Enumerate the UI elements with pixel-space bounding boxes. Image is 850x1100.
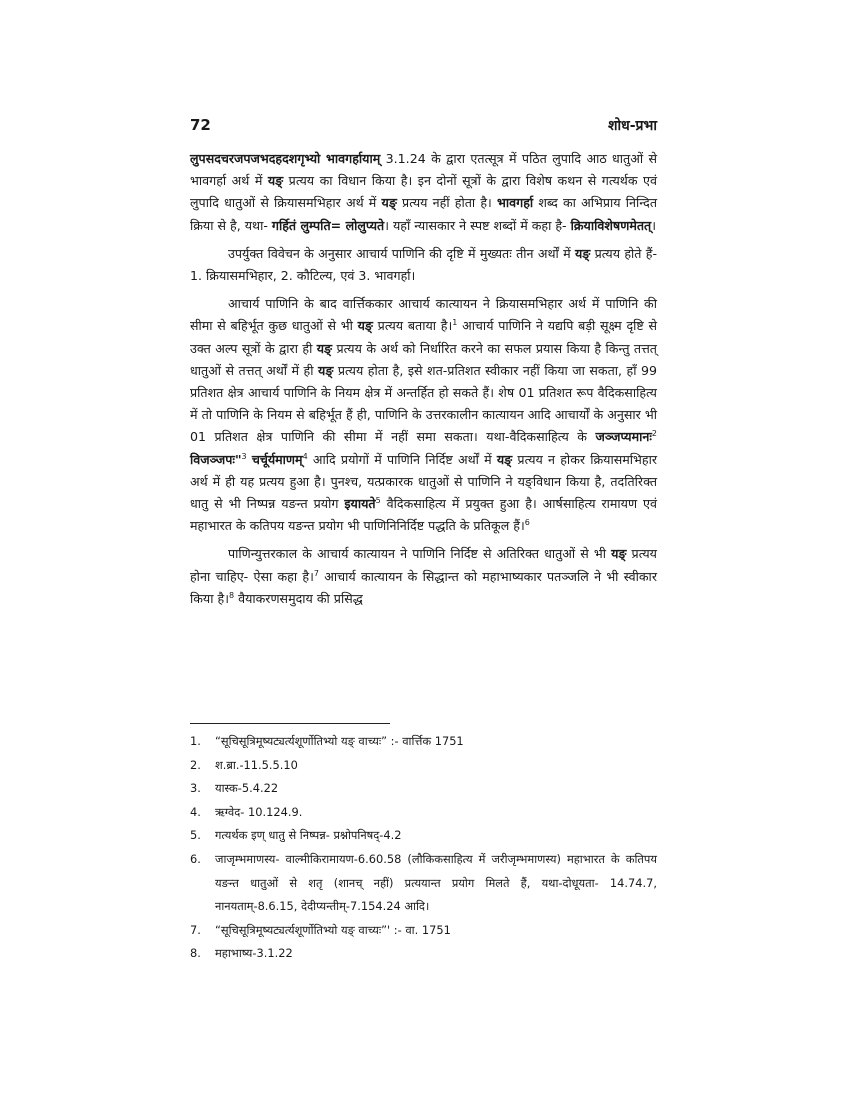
- footnote-item: [190, 754, 657, 778]
- footnote-item: [190, 730, 657, 754]
- footnote-item: [190, 777, 657, 801]
- text-run: प्रत्यय न होकर क्रियासमभिहार अर्थ में ही यह प्रत्यय हुआ है। पुनश्च, यत्प्रकारक धातुओं से पाणिनि ने यङ्विधान किया है, तदतिरिक्त धातु से भी निष्पन्न यङन्त प्रयोग: [190, 451, 657, 512]
- text-run: पाणिन्युत्तरकाल के आचार्य कात्यायन ने पाणिनि निर्दिष्ट से अतिरिक्त धातुओं से भी: [228, 546, 612, 562]
- bold-term: चर्चूर्यमाणम्: [251, 451, 303, 467]
- bold-term: विजञ्जपः": [190, 451, 242, 467]
- footnote-ref: 8: [228, 590, 235, 600]
- text-run: प्रत्यय होता है, इसे शत-प्रतिशत स्वीकार नहीं किया जा सकता, हाँ 99 प्रतिशत क्षेत्र आचार्य पाणिनि के नियम क्षेत्र में अन्तर्हित हो सकते हैं। शेष 01 प्रतिशत रूप वैदिकसाहित्य में तो पाणिनि के नियम से बहिर्भूत हैं ही, पाणिनि के उत्तरकालीन कात्यायन आदि आचार्यों के अनुसार भी 01 प्रतिशत क्षेत्र पाणिनि की सीमा में नहीं समा सकता। यथा-वैदिकसाहित्य के: [190, 362, 658, 445]
- footnote-text: यास्क-5.4.22: [215, 781, 279, 796]
- text-run: 3.1.24 के द्वारा एतत्सूत्र में पठित लुपादि आठ धातुओं से भावगर्हा अर्थ में: [190, 151, 657, 189]
- text-run: आचार्य कात्यायन के सिद्धान्त को महाभाष्यकार पतञ्जलि ने भी स्वीकार किया है।: [190, 568, 657, 606]
- text-run: प्रत्यय होना चाहिए- ऐसा कहा है।: [190, 546, 657, 584]
- bold-term: गर्हितं लुम्पति= लोलुप्यते: [271, 217, 385, 233]
- footnote-ref: 6: [524, 518, 530, 528]
- bold-term: यङ्: [267, 173, 284, 189]
- footnote-item: [190, 848, 657, 919]
- footnote-number: 3.: [190, 781, 201, 796]
- footnote-number: 2.: [190, 757, 201, 772]
- paragraph-4: [190, 543, 657, 610]
- text-run: शब्द का अभिप्राय निन्दित क्रिया से है, यथा-: [190, 195, 657, 233]
- bold-term: यङ्: [496, 451, 513, 467]
- page-header: [190, 116, 657, 140]
- footnote-item: [190, 919, 657, 943]
- footnote-number: 4.: [190, 804, 201, 819]
- footnote-text: ऋग्वेद- 10.124.9.: [215, 804, 303, 819]
- footnote-number: 5.: [190, 828, 201, 843]
- footnote-ref: 5: [375, 495, 381, 505]
- text-run: आदि प्रयोगों में पाणिनि निर्दिष्ट अर्थों में: [307, 451, 497, 467]
- paragraph-3: [190, 293, 657, 537]
- bold-term: लुपसदचरजपजभदहदशगृभ्यो भावगर्हायाम्: [190, 151, 381, 166]
- bold-term: यङ्: [574, 245, 591, 261]
- footnote-ref: 4: [302, 451, 308, 461]
- text-run: प्रत्यय होते हैं- 1. क्रियासमभिहार, 2. कौटिल्य, एवं 3. भावगर्हा।: [190, 245, 658, 284]
- footnotes: [190, 730, 657, 966]
- bold-term: यङ्: [318, 362, 334, 378]
- text-run: प्रत्यय के अर्थ को निर्धारित करने का सफल प्रयास किया है किन्तु तत्तत् धातुओं से तत्तत् अर्थों में ही: [190, 340, 657, 378]
- bold-term: यङ्: [611, 546, 627, 562]
- footnote-number: 8.: [190, 946, 201, 961]
- page-number: 72: [190, 116, 211, 134]
- paragraph-1: [190, 148, 657, 237]
- footnote-ref: 3: [241, 451, 247, 461]
- footnote-item: [190, 824, 657, 848]
- footnote-text: गत्यर्थक इण् धातु से निष्पन्न- प्रश्नोपनिषद्-4.2: [215, 828, 402, 843]
- bold-term: जञ्जप्यमानः: [595, 429, 652, 445]
- bold-term: भावगर्हा: [496, 195, 534, 211]
- bold-term: क्रियाविशेषणमेतत्: [570, 217, 652, 233]
- footnote-number: 7.: [190, 922, 201, 937]
- footnote-item: [190, 942, 657, 966]
- text-run: । यहाँ न्यासकार ने स्पष्ट शब्दों में कहा है-: [384, 217, 571, 233]
- bold-term: यङ्: [357, 318, 373, 334]
- journal-name: शोध-प्रभा: [607, 118, 657, 134]
- footnote-text: श.ब्रा.-11.5.5.10: [215, 757, 298, 772]
- footnote-separator: [190, 723, 390, 724]
- footnote-number: 1.: [190, 734, 201, 748]
- bold-term: इयायते: [344, 496, 376, 512]
- main-text: [190, 148, 657, 616]
- text-run: आचार्य पाणिनि ने यद्यपि बड़ी सूक्ष्म दृष्टि से उक्त अल्प सूत्रों के द्वारा ही: [190, 318, 657, 356]
- footnote-number: 6.: [190, 851, 201, 866]
- text-run: वैदिकसाहित्य में प्रयुक्त हुआ है। आर्षसाहित्य रामायण एवं महाभारत के कतिपय यङन्त प्रयोग भी पाणिनिनिर्दिष्ट पद्धति के प्रतिकूल हैं।: [190, 496, 657, 534]
- text-run: वैयाकरणसमुदाय की प्रसिद्ध: [234, 590, 363, 606]
- text-run: प्रत्यय बताया है।: [372, 318, 453, 334]
- text-run: उपर्युक्त विवेचन के अनुसार आचार्य पाणिनि की दृष्टि में मुख्यतः तीन अर्थों में: [228, 245, 575, 261]
- footnote-text: जाजृम्भमाणस्य- वाल्मीकिरामायण-6.60.58 (लौकिकसाहित्य में जरीजृम्भमाणस्य) महाभारत के कतिपय यङन्त धातुओं से शतृ (शानच् नहीं) प्रत्ययान्त प्रयोग मिलते हैं, यथा-दोधूयता- 14.74.7, नानयताम्-8.6.15, देदीप्यन्तीम्-7.154.24 आदि।: [215, 851, 657, 914]
- footnote-ref: 1: [452, 318, 458, 328]
- paragraph-2: [190, 243, 657, 287]
- footnote-text: महाभाष्य-3.1.22: [215, 946, 293, 961]
- bold-term: यङ्: [316, 340, 333, 356]
- footnote-text: “सूचिसूत्रिमूष्यट्यर्त्यशूर्णोतिभ्यो यङ् वाच्यः” :- वार्त्तिक 1751: [215, 734, 464, 748]
- text-run: आचार्य पाणिनि के बाद वार्त्तिककार आचार्य कात्यायन ने क्रियासमभिहार अर्थ में पाणिनि की सीमा से बहिर्भूत कुछ धातुओं से भी: [190, 296, 657, 334]
- text-run: प्रत्यय का विधान किया है। इन दोनों सूत्रों के द्वारा विशेष कथन से गत्यर्थक एवं लुपादि धातुओं से क्रियासमभिहार अर्थ में: [190, 173, 657, 211]
- footnote-ref: 2: [651, 429, 657, 439]
- footnote-ref: 7: [313, 568, 319, 578]
- footnote-text: “सूचिसूत्रिमूष्यट्यर्त्यशूर्णोतिभ्यो यङ् वाच्यः”' :- वा. 1751: [215, 922, 451, 937]
- footnote-item: [190, 801, 657, 825]
- bold-term: यङ्: [381, 195, 397, 211]
- text-run: प्रत्यय नहीं होता है।: [396, 195, 497, 211]
- text-run: ।: [651, 217, 656, 233]
